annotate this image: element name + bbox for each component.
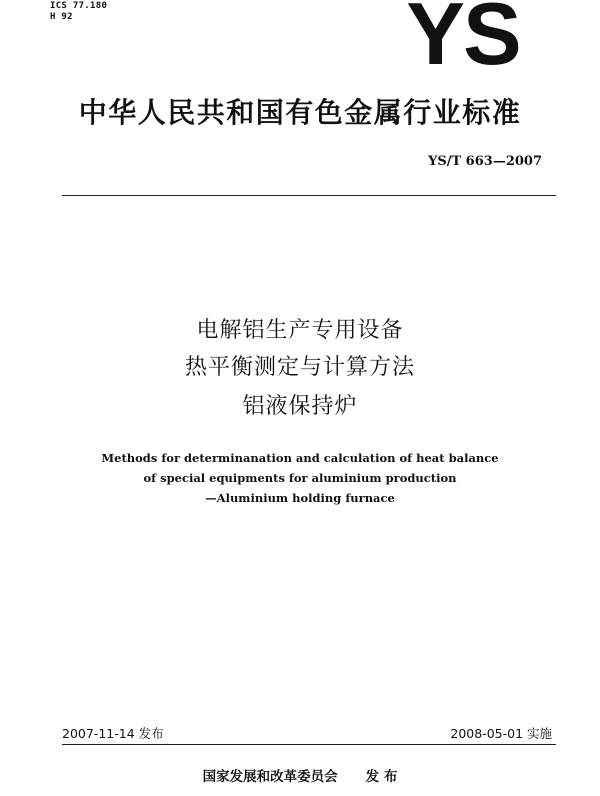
title-zh-line-3: 铝液保持炉 — [242, 394, 358, 419]
issue-date: 2007-11-14 发布 — [62, 726, 164, 741]
implement-date: 2008-05-01 实施 — [450, 726, 552, 741]
title-en-line-2: of special equipments for aluminium production — [143, 471, 457, 485]
standard-number: YS/T 663—2007 — [428, 154, 542, 169]
issuer-name: 国家发展和改革委员会 — [202, 769, 338, 785]
title-en-line-1: Methods for determinanation and calculation of heat balance — [101, 451, 499, 465]
title-en-line-3: —Aluminium holding furnace — [205, 491, 395, 505]
top-divider — [62, 195, 556, 196]
standard-category-title: 中华人民共和国有色金属行业标准 — [78, 96, 522, 129]
bottom-divider — [62, 744, 556, 745]
classification-codes — [50, 1, 107, 23]
issuer-line — [0, 765, 600, 785]
ys-logo-text: YS — [406, 0, 520, 74]
ccs-code: H 92 — [50, 12, 73, 22]
title-zh-line-2: 热平衡测定与计算方法 — [184, 355, 415, 380]
title-zh-line-1: 电解铝生产专用设备 — [196, 318, 404, 343]
ys-logo — [398, 0, 528, 74]
issuer-action: 发 布 — [365, 769, 398, 785]
ics-code: ICS 77.180 — [50, 1, 108, 11]
